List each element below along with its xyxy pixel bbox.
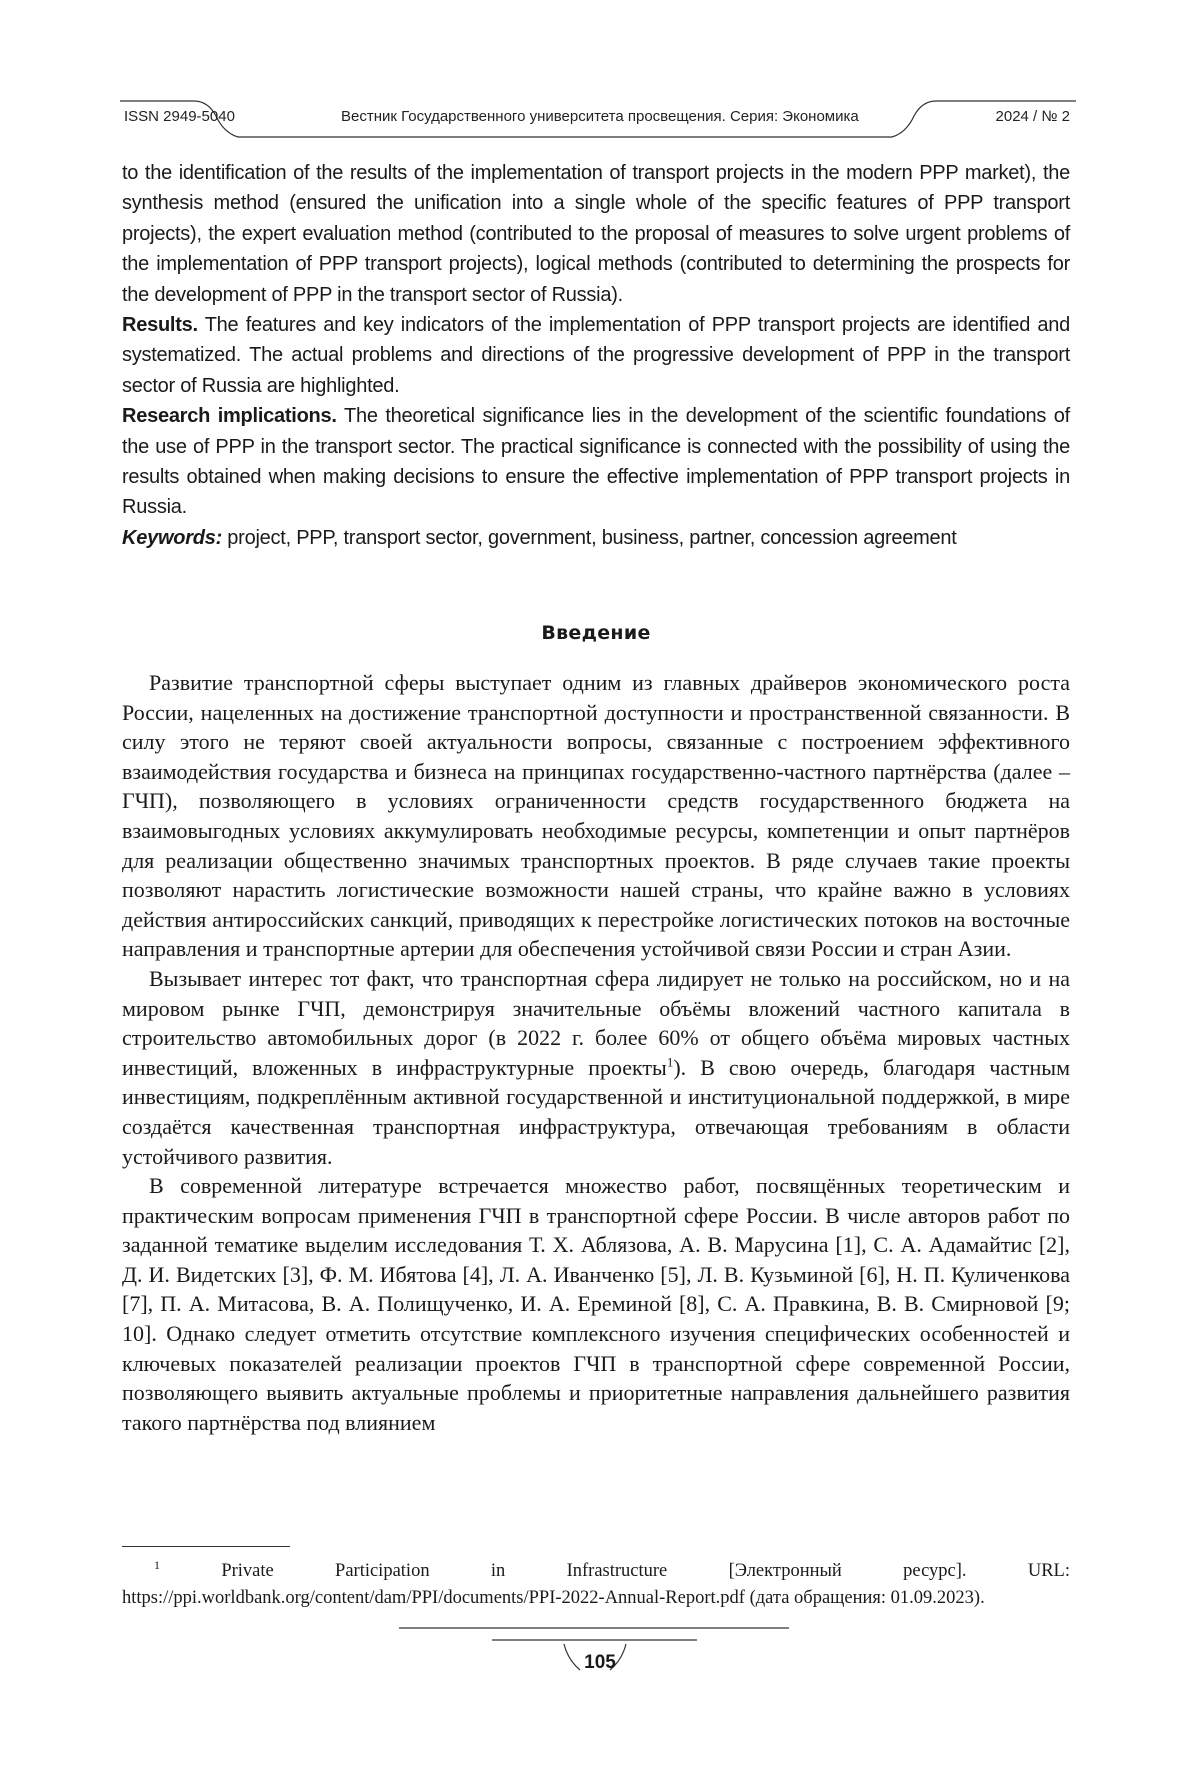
abstract-keywords [122, 523, 1070, 553]
keywords-label: Keywords: [122, 526, 222, 549]
implications-text: The theoretical significance lies in the development of the scientific foundations of the use of PPP in the transport sector. The practical significance is connected with the possibility of using the results obtained when making decisions to ensure the effective implementation of PPP transport projects in Russia. [122, 405, 1070, 519]
abstract-implications [122, 401, 1070, 523]
paragraph-2 [122, 964, 1070, 1171]
issue-label: 2024 / № 2 [995, 108, 1070, 125]
section-title: Введение [541, 622, 651, 644]
paragraph-2-part-2: ). В свою очередь, благодаря частным инвестициям, подкреплённым активной государственной и институциональной поддержкой, в мире создаётся качественная транспортная инфраструктура, отвечающая требованиям в области устойчивого развития. [122, 1054, 1070, 1169]
footnote-1 [122, 1558, 1070, 1612]
footnote-text: Private Participation in Infrastructure [Электронный ресурс]. URL: https://ppi.worldbank.org/content/dam/PPI/documents/PPI-2022-Annual-Report.pdf (дата обращения: 01.09.2023). [122, 1561, 1070, 1608]
footnote [122, 1558, 1070, 1612]
footnote-marker: 1 [154, 1557, 160, 1572]
abstract-results [122, 310, 1070, 401]
issn-label: ISSN 2949-5040 [124, 108, 235, 125]
footnote-divider [122, 1546, 290, 1547]
paragraph-1: Развитие транспортной сферы выступает одним из главных драйверов экономического роста России, нацеленных на достижение транспортной доступности и пространственной связанности. В силу этого не теряют своей актуальности вопросы, связанные с построением эффективного взаимодействия государства и бизнеса на принципах государственно-частного партнёрства (далее – ГЧП), позволяющего в условиях ограниченности средств государственного бюджета на взаимовыгодных условиях аккумулировать необходимые ресурсы, компетенции и опыт партнёров для реализации общественно значимых транспортных проектов. В ряде случаев такие проекты позволяют нарастить логистические возможности нашей страны, что крайне важно в условиях действия антироссийских санкций, приводящих к перестройке логистических потоков на восточные направления и транспортные артерии для обеспечения устойчивой связи России и стран Азии. [122, 670, 1070, 962]
page-number: 105 [584, 1652, 616, 1673]
abstract [122, 158, 1070, 553]
results-text: The features and key indicators of the implementation of PPP transport projects are identified and systematized. The actual problems and directions of the progressive development of PPP in the transport sector of Russia are highlighted. [122, 314, 1070, 397]
running-header [120, 98, 1076, 144]
abstract-methods: to the identification of the results of the implementation of transport projects in the modern PPP market), the synthesis method (ensured the unification into a single whole of the specific features of PPP transport projects), the expert evaluation method (contributed to the proposal of measures to solve urgent problems of the implementation of PPP transport projects), logical methods (contributed to determining the prospects for the development of PPP in the transport sector of Russia). [122, 162, 1070, 306]
results-label: Results. [122, 314, 198, 337]
footnote-reference[interactable]: 1 [666, 1054, 674, 1070]
paragraph-3: В современной литературе встречается множество работ, посвящённых теоретическим и практическим вопросам применения ГЧП в транспортной сфере России. В числе авторов работ по заданной тематике выделим исследования Т. Х. Аблязова, А. В. Марусина [1], С. А. Адамайтис [2], Д. И. Видетских [3], Ф. М. Ибятова [4], Л. А. Иванченко [5], Л. В. Кузьминой [6], Н. П. Куличенкова [7], П. А. Митасова, В. А. Полищученко, И. А. Ереминой [8], С. А. Правкина, В. В. Смирновой [9; 10]. Однако следует отметить отсутствие комплексного изучения специфических особенностей и ключевых показателей реализации проектов ГЧП в транспортной сфере современной России, позволяющего выявить актуальные проблемы и приоритетные направления дальнейшего развития такого партнёрства под влиянием [122, 1173, 1070, 1435]
implications-label: Research implications. [122, 405, 337, 428]
journal-title: Вестник Государственного университета просвещения. Серия: Экономика [341, 108, 859, 125]
keywords-text: project, PPP, transport sector, government, business, partner, concession agreement [222, 526, 957, 549]
paragraph-2-part-1: Вызывает интерес тот факт, что транспортная сфера лидирует не только на российском, но и на мировом рынке ГЧП, демонстрируя значительные объёмы вложений частного капитала в строительство автомобильных дорог (в 2022 г. более 60% от общего объёма мировых частных инвестиций, вложенных в инфраструктурные проекты [122, 965, 1070, 1080]
body-text [122, 668, 1070, 1437]
